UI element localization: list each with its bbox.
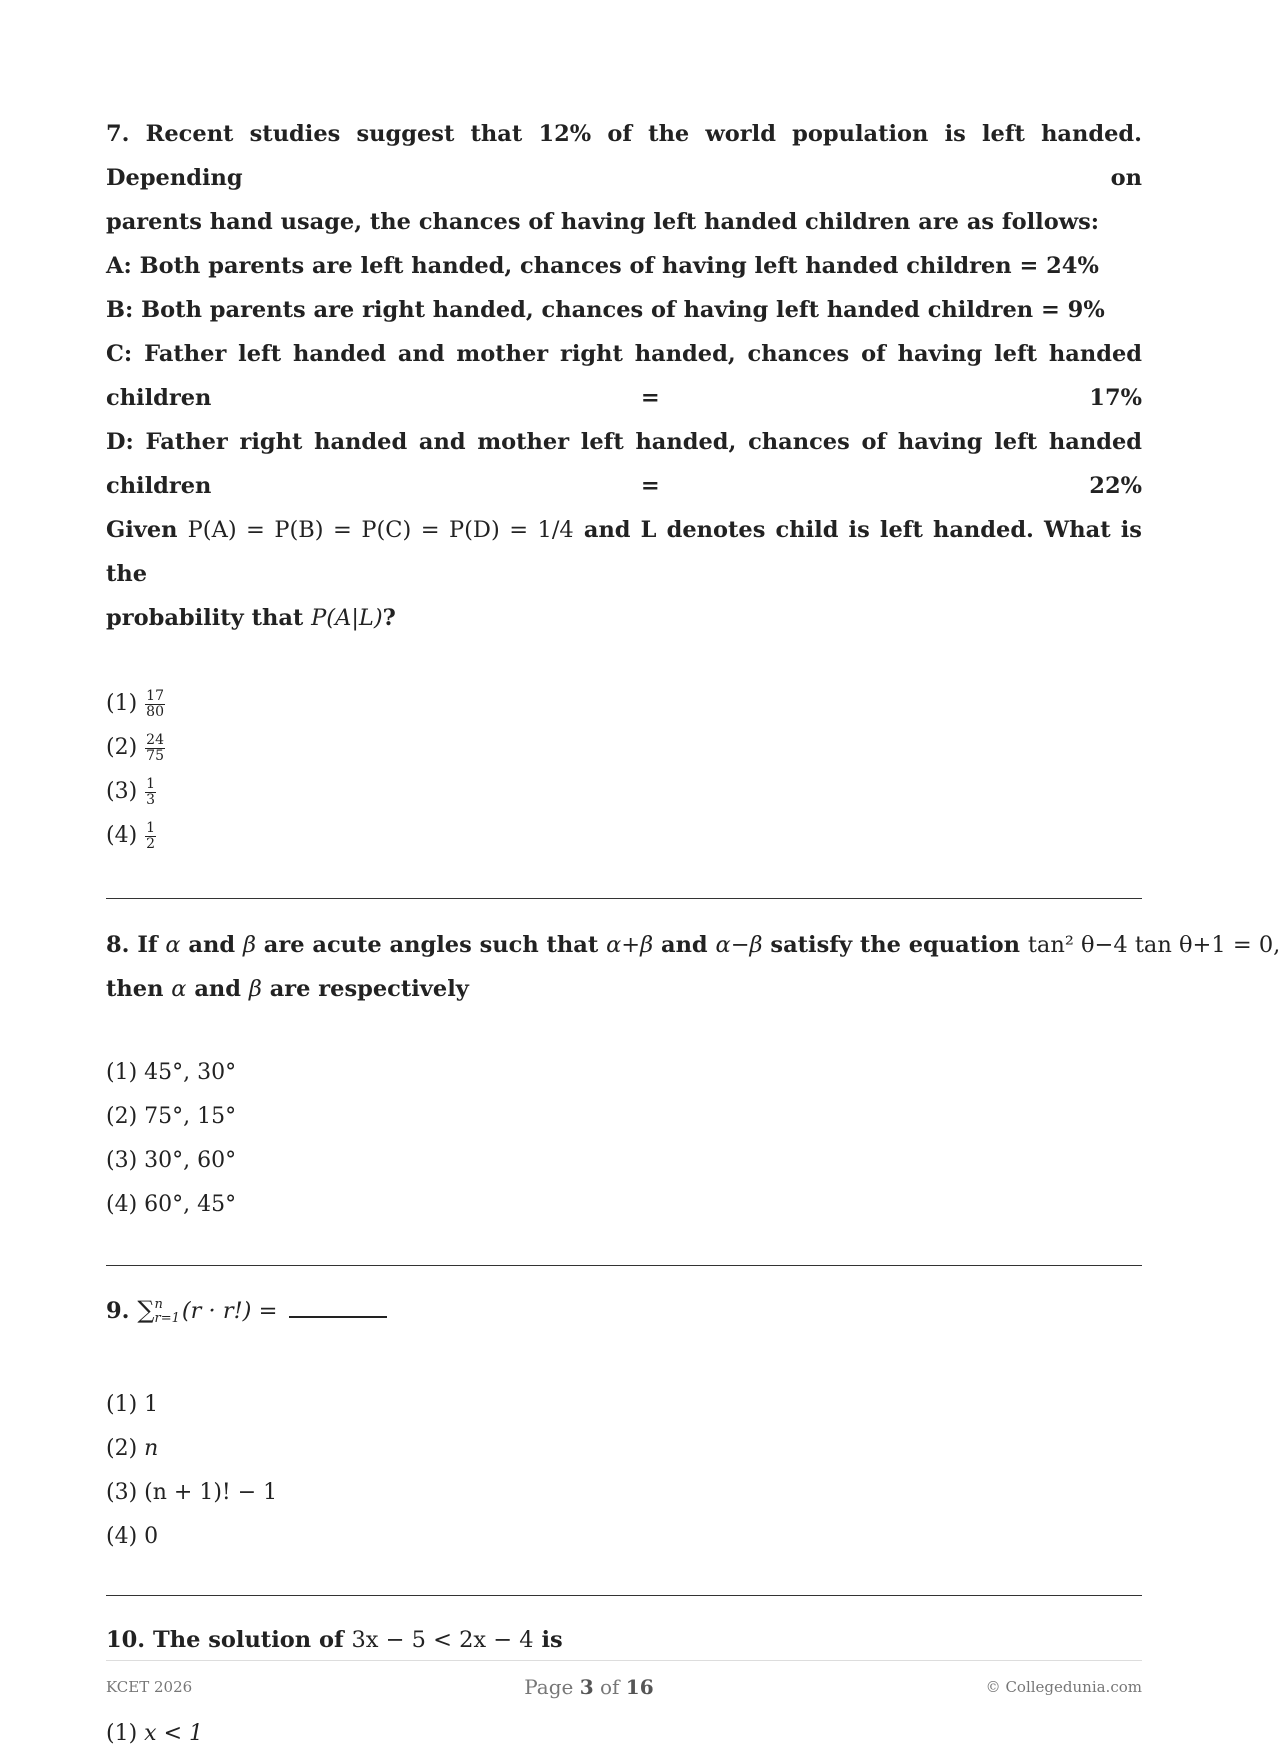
option-4[interactable]: (4) 60°, 45° — [106, 1192, 237, 1217]
given-line: Given P(A) = P(B) = P(C) = P(D) = 1/4 and L denotes child is left handed. What is the — [106, 517, 1142, 587]
question-9 — [106, 1288, 1142, 1333]
case-b: B: Both parents are right handed, chances of having left handed children = 9% — [106, 297, 1105, 323]
question-9-options — [106, 1383, 1142, 1559]
sigma-symbol: ∑ — [137, 1296, 155, 1324]
page-content — [106, 112, 1280, 1756]
question-10-line: 10. The solution of 3x − 5 < 2x − 4 is — [106, 1627, 563, 1653]
page-footer — [106, 1672, 1142, 1702]
fraction: $\frac{24}{75}$ — [146, 731, 164, 764]
question-7-line: 7. Recent studies suggest that 12% of the world population is left handed. Depending on — [106, 121, 1142, 191]
question-8-options — [106, 1051, 1142, 1227]
question-7-last-line: probability that P(A|L)? — [106, 605, 396, 631]
question-7 — [106, 112, 1142, 640]
question-8-line-2: then α and β are respectively — [106, 976, 469, 1002]
inequality: 3x − 5 < 2x − 4 — [351, 1627, 534, 1653]
summation-limits: n r=1 — [154, 1297, 180, 1326]
copyright: © Collegedunia.com — [985, 1678, 1142, 1696]
option-1[interactable]: (1) x < 1 — [106, 1721, 203, 1746]
option-4[interactable]: (4) $\frac{1}{2}$ — [106, 819, 156, 852]
question-7-line: parents hand usage, the chances of having left handed children are as follows: — [106, 209, 1100, 235]
question-8 — [106, 923, 1280, 1011]
equation: tan² θ−4 tan θ+1 = 0, — [1027, 932, 1280, 958]
option-1[interactable]: (1) 45°, 30° — [106, 1060, 237, 1085]
question-8-line-1: 8. If α and β are acute angles such that α+β and α−β satisfy the equation tan² θ−4 tan θ+1 = 0, — [106, 932, 1280, 958]
case-a: A: Both parents are left handed, chances of having left handed children = 24% — [106, 253, 1099, 279]
footer-divider — [106, 1660, 1142, 1661]
option-2[interactable]: (2) n — [106, 1436, 159, 1461]
fraction: $\frac{17}{80}$ — [146, 687, 164, 720]
case-d: D: Father right handed and mother left handed, chances of having left handed children = 22% — [106, 429, 1142, 499]
option-4[interactable]: (4) 0 — [106, 1524, 159, 1549]
option-1[interactable]: (1) $\frac{17}{80}$ — [106, 687, 164, 720]
option-2[interactable]: (2) $\frac{24}{75}$ — [106, 731, 164, 764]
answer-blank[interactable] — [289, 1294, 387, 1318]
page-number: Page 3 of 16 — [524, 1675, 654, 1699]
question-9-line: 9. ∑ n r=1 (r · r!) = — [106, 1288, 1142, 1333]
option-1[interactable]: (1) 1 — [106, 1392, 159, 1417]
fraction: $\frac{1}{2}$ — [146, 819, 156, 852]
question-7-options — [106, 682, 1142, 858]
question-10 — [106, 1618, 1142, 1662]
option-3[interactable]: (3) 30°, 60° — [106, 1148, 237, 1173]
conditional-probability: P(A|L) — [311, 605, 383, 631]
fraction: $\frac{1}{3}$ — [146, 775, 156, 808]
option-3[interactable]: (3) (n + 1)! − 1 — [106, 1480, 278, 1505]
option-3[interactable]: (3) $\frac{1}{3}$ — [106, 775, 156, 808]
summation-expression: (r · r!) = — [181, 1298, 278, 1324]
case-c: C: Father left handed and mother right handed, chances of having left handed children = 17% — [106, 341, 1142, 411]
exam-name: KCET 2026 — [106, 1678, 193, 1696]
given-math: P(A) = P(B) = P(C) = P(D) = 1/4 — [187, 517, 574, 543]
option-2[interactable]: (2) 75°, 15° — [106, 1104, 237, 1129]
question-10-options — [106, 1712, 1142, 1756]
